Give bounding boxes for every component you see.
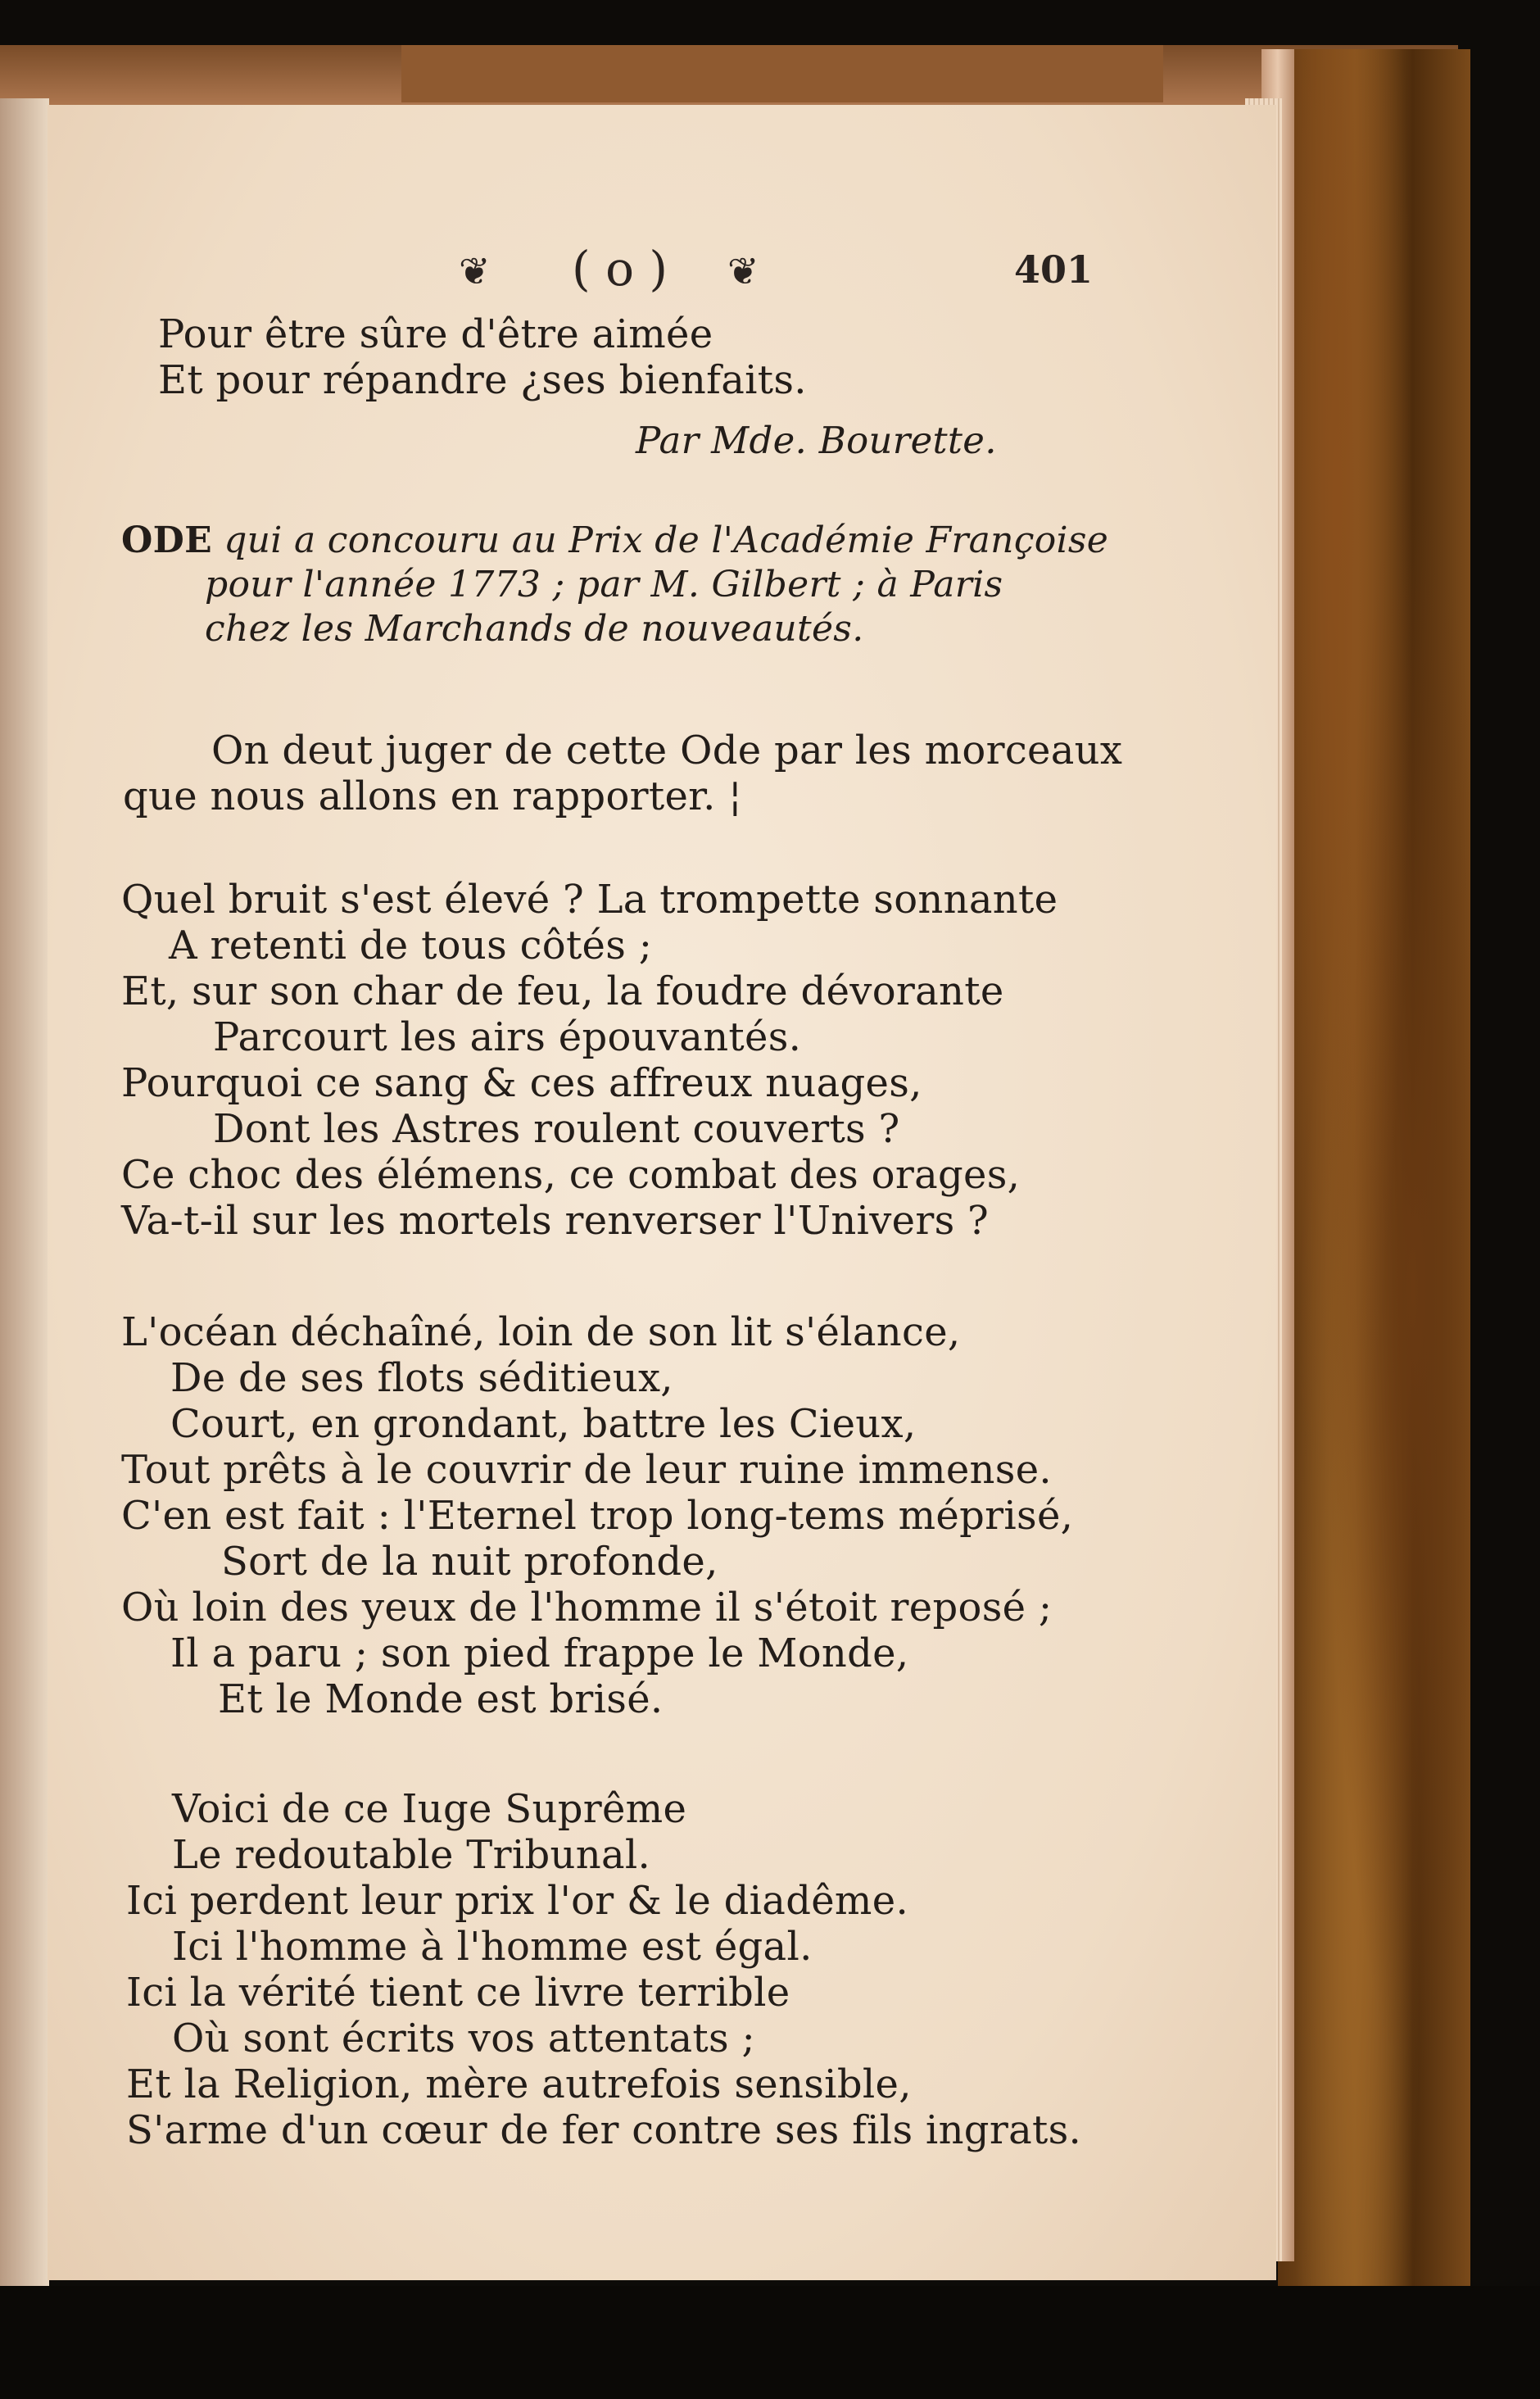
ode-heading-line-1-rest: qui a concouru au Prix de l'Académie Françoise bbox=[211, 519, 1109, 561]
stanza3-line-3: Ici perdent leur prix l'or & le diadême. bbox=[126, 1878, 909, 1924]
ode-heading-line-2: pour l'année 1773 ; par M. Gilbert ; à Paris bbox=[205, 564, 1003, 605]
signature: Par Mde. Bourette. bbox=[636, 419, 997, 462]
stanza3-line-7: Et la Religion, mère autrefois sensible, bbox=[126, 2061, 912, 2107]
stanza2-line-8: Il a paru ; son pied frappe le Monde, bbox=[170, 1630, 909, 1676]
stanza2-line-5: C'en est fait : l'Eternel trop long-tems méprisé, bbox=[121, 1493, 1074, 1539]
commentary-line-1: On deut juger de cette Ode par les morceaux bbox=[211, 728, 1123, 773]
stanza1-line-8: Va-t-il sur les mortels renverser l'Univers ? bbox=[121, 1198, 990, 1244]
ode-heading-bold: ODE bbox=[121, 519, 212, 561]
stanza3-line-1: Voici de ce Iuge Suprême bbox=[172, 1786, 687, 1832]
stanza3-line-4: Ici l'homme à l'homme est égal. bbox=[172, 1924, 813, 1970]
ode-heading-line-1 bbox=[121, 518, 1108, 564]
stanza3-line-6: Où sont écrits vos attentats ; bbox=[172, 2016, 755, 2061]
intro-line-1: Pour être sûre d'être aimée bbox=[158, 311, 713, 357]
stanza3-line-2: Le redoutable Tribunal. bbox=[172, 1832, 651, 1878]
marbled-cover bbox=[1278, 49, 1470, 2302]
stanza1-line-2: A retenti de tous côtés ; bbox=[169, 923, 653, 968]
stanza1-line-4: Parcourt les airs épouvantés. bbox=[213, 1014, 802, 1060]
stanza1-line-6: Dont les Astres roulent couverts ? bbox=[213, 1106, 900, 1152]
commentary-line-2: que nous allons en rapporter. ¦ bbox=[123, 773, 742, 819]
intro-line-2: Et pour répandre ¿ses bienfaits. bbox=[158, 357, 807, 403]
stanza3-line-8: S'arme d'un cœur de fer contre ses fils ingrats. bbox=[126, 2107, 1082, 2153]
page-number: 401 bbox=[1014, 247, 1094, 292]
stanza1-line-5: Pourquoi ce sang & ces affreux nuages, bbox=[121, 1060, 922, 1106]
stanza3-line-5: Ici la vérité tient ce livre terrible bbox=[126, 1970, 790, 2016]
facing-page-edge bbox=[0, 98, 49, 2294]
stanza2-line-7: Où loin des yeux de l'homme il s'étoit reposé ; bbox=[121, 1585, 1053, 1630]
stanza2-line-3: Court, en grondant, battre les Cieux, bbox=[170, 1401, 917, 1447]
stanza1-line-1: Quel bruit s'est élevé ? La trompette sonnante bbox=[121, 877, 1058, 923]
book-page bbox=[48, 105, 1276, 2280]
stanza2-line-6: Sort de la nuit profonde, bbox=[221, 1539, 718, 1585]
page-marker: ( o ) bbox=[572, 241, 668, 297]
stanza2-line-1: L'océan déchaîné, loin de son lit s'élance, bbox=[121, 1309, 961, 1355]
bottom-shadow bbox=[0, 2286, 1540, 2399]
book-spine-band bbox=[401, 45, 1163, 102]
stanza2-line-9: Et le Monde est brisé. bbox=[218, 1676, 664, 1722]
stanza2-line-4: Tout prêts à le couvrir de leur ruine immense. bbox=[121, 1447, 1052, 1493]
page-header bbox=[48, 241, 1276, 298]
ode-heading-line-3: chez les Marchands de nouveautés. bbox=[205, 608, 864, 650]
ornament-right-icon: ❦ bbox=[727, 249, 761, 293]
stanza1-line-7: Ce choc des élémens, ce combat des orages, bbox=[121, 1152, 1021, 1198]
stanza1-line-3: Et, sur son char de feu, la foudre dévorante bbox=[121, 968, 1004, 1014]
stanza2-line-2: De de ses flots séditieux, bbox=[170, 1355, 673, 1401]
ornament-left-icon: ❦ bbox=[459, 249, 492, 293]
